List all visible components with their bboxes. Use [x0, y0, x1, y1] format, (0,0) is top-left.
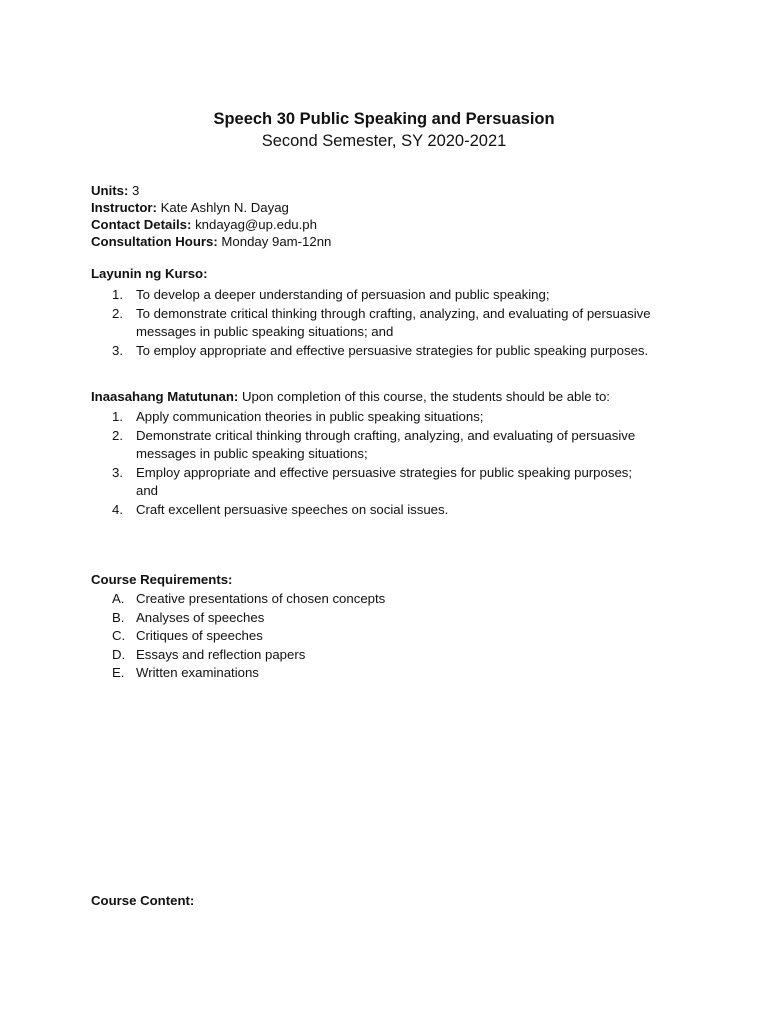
list-marker: D.: [112, 646, 126, 662]
list-marker: 4.: [112, 501, 123, 517]
matutunan-heading: [91, 388, 610, 405]
list-item-text: messages in public speaking situations;: [136, 446, 368, 461]
list-marker: 2.: [112, 305, 123, 321]
list-item-text: messages in public speaking situations; and: [136, 324, 394, 339]
list-item-text: Critiques of speeches: [136, 628, 263, 643]
list-item: [91, 464, 691, 501]
list-marker: 1.: [112, 287, 123, 302]
list-item: [91, 305, 691, 342]
content-heading-text: Course Content:: [91, 893, 195, 908]
units-value: 3: [132, 183, 140, 198]
content-heading: [91, 892, 194, 909]
requirements-heading: [91, 571, 232, 588]
list-item: [91, 664, 691, 683]
hours-value: Monday 9am-12nn: [221, 234, 332, 249]
list-item-text: To employ appropriate and effective persuasive strategies for public speaking purposes.: [136, 342, 649, 358]
instructor-label: Instructor:: [91, 200, 157, 215]
layunin-list: [91, 286, 691, 360]
document-subtitle: Second Semester, SY 2020-2021: [261, 132, 507, 150]
list-item-text: To develop a deeper understanding of persuasion and public speaking;: [136, 287, 550, 302]
list-item: [91, 627, 691, 646]
list-marker: 3.: [112, 464, 123, 480]
matutunan-heading-text: Inaasahang Matutunan:: [91, 389, 239, 404]
list-item: [91, 646, 691, 665]
list-item-text: Craft excellent persuasive speeches on social issues.: [136, 501, 449, 517]
list-item: [91, 286, 691, 305]
list-item-text: Employ appropriate and effective persuasive strategies for public speaking purposes;: [136, 464, 633, 480]
layunin-heading: [91, 265, 208, 282]
list-item-text: Analyses of speeches: [136, 609, 265, 625]
list-marker: A.: [112, 591, 125, 606]
contact-label: Contact Details:: [91, 217, 192, 232]
list-item: [91, 427, 691, 464]
list-marker: 1.: [112, 409, 123, 424]
list-marker: C.: [112, 628, 126, 643]
list-item-text: Creative presentations of chosen concepts: [136, 591, 386, 606]
list-item: [91, 342, 691, 361]
document-title: Speech 30 Public Speaking and Persuasion: [213, 110, 555, 128]
requirements-list: [91, 590, 691, 683]
list-marker: 2.: [112, 427, 123, 443]
list-item-text: To demonstrate critical thinking through crafting, analyzing, and evaluating of persuasive: [136, 305, 651, 321]
matutunan-list: [91, 408, 691, 519]
instructor-row: [91, 199, 331, 216]
units-row: [91, 182, 331, 199]
contact-row: [91, 216, 331, 233]
matutunan-intro: Upon completion of this course, the students should be able to:: [238, 389, 610, 404]
hours-label: Consultation Hours:: [91, 234, 218, 249]
list-marker: E.: [112, 665, 125, 680]
list-item: [91, 590, 691, 609]
layunin-heading-text: Layunin ng Kurso:: [91, 266, 208, 281]
course-info: [91, 182, 331, 250]
list-item: [91, 501, 691, 520]
list-marker: 3.: [112, 342, 123, 358]
units-label: Units:: [91, 183, 129, 198]
list-marker: B.: [112, 609, 125, 625]
list-item-text: Essays and reflection papers: [136, 646, 306, 662]
list-item: [91, 408, 691, 427]
list-item-text: Demonstrate critical thinking through crafting, analyzing, and evaluating of persuasive: [136, 427, 636, 443]
list-item-text: Written examinations: [136, 665, 259, 680]
hours-row: [91, 233, 331, 250]
list-item-text: Apply communication theories in public speaking situations;: [136, 409, 484, 424]
requirements-heading-text: Course Requirements:: [91, 572, 233, 587]
list-item-text: and: [136, 483, 159, 498]
contact-value: kndayag@up.edu.ph: [195, 217, 317, 232]
list-item: [91, 609, 691, 628]
instructor-value: Kate Ashlyn N. Dayag: [160, 200, 289, 215]
